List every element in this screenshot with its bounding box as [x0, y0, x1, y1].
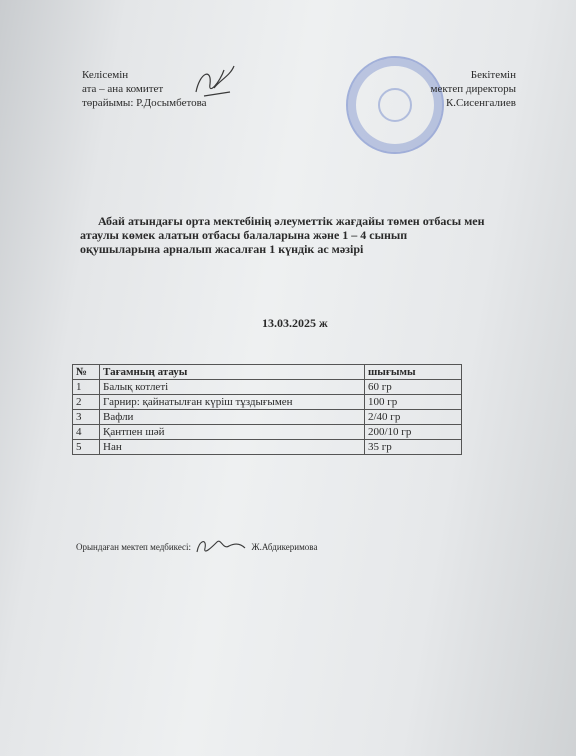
chairwoman-name: төрайымы: Р.Досымбетова — [82, 97, 207, 109]
document-date: 13.03.2025 ж — [262, 316, 328, 330]
row-number: 5 — [73, 440, 100, 455]
nurse-name: Ж.Абдикеримова — [251, 542, 318, 552]
dish-yield: 200/10 гр — [365, 425, 462, 440]
header-number: № — [73, 365, 100, 380]
dish-name: Балық котлеті — [100, 380, 365, 395]
table-header-row — [73, 365, 462, 380]
table-row — [73, 380, 462, 395]
dish-name: Қантпен шәй — [100, 425, 365, 440]
table-row — [73, 410, 462, 425]
table-row — [73, 440, 462, 455]
signature-left — [190, 62, 236, 102]
title-line-2: атаулы көмек алатын отбасы балаларына және 1 – 4 сынып — [80, 228, 408, 242]
table-row — [73, 395, 462, 410]
dish-yield: 2/40 гр — [365, 410, 462, 425]
approval-block-right — [431, 68, 517, 110]
dish-yield: 100 гр — [365, 395, 462, 410]
nurse-label: Орындаған мектеп медбикесі: — [76, 542, 192, 552]
director-name: К.Сисенгалиев — [445, 97, 516, 109]
dish-yield: 35 гр — [365, 440, 462, 455]
committee-label: ата – ана комитет — [82, 83, 164, 95]
title-line-1: Абай атындағы орта мектебінің әлеуметтік жағдайы төмен отбасы мен — [98, 214, 485, 228]
menu-table — [72, 364, 462, 455]
agreed-label: Келісемін — [82, 69, 129, 81]
footer-signoff — [76, 536, 317, 558]
director-label: мектеп директоры — [430, 83, 516, 95]
dish-name: Нан — [100, 440, 365, 455]
official-seal — [346, 56, 444, 154]
approval-block-left — [82, 68, 207, 110]
dish-name: Гарнир: қайнатылған күріш тұздығымен — [100, 395, 365, 410]
dish-name: Вафли — [100, 410, 365, 425]
row-number: 1 — [73, 380, 100, 395]
row-number: 3 — [73, 410, 100, 425]
document-title — [80, 214, 500, 256]
row-number: 4 — [73, 425, 100, 440]
header-yield: шығымы — [365, 365, 462, 380]
dish-yield: 60 гр — [365, 380, 462, 395]
approve-label: Бекітемін — [470, 69, 516, 81]
signature-nurse — [193, 536, 249, 558]
row-number: 2 — [73, 395, 100, 410]
header-dish-name: Тағамның атауы — [100, 365, 365, 380]
title-line-3: оқушыларына арналып жасалған 1 күндік ас мәзірі — [80, 242, 364, 256]
table-row — [73, 425, 462, 440]
